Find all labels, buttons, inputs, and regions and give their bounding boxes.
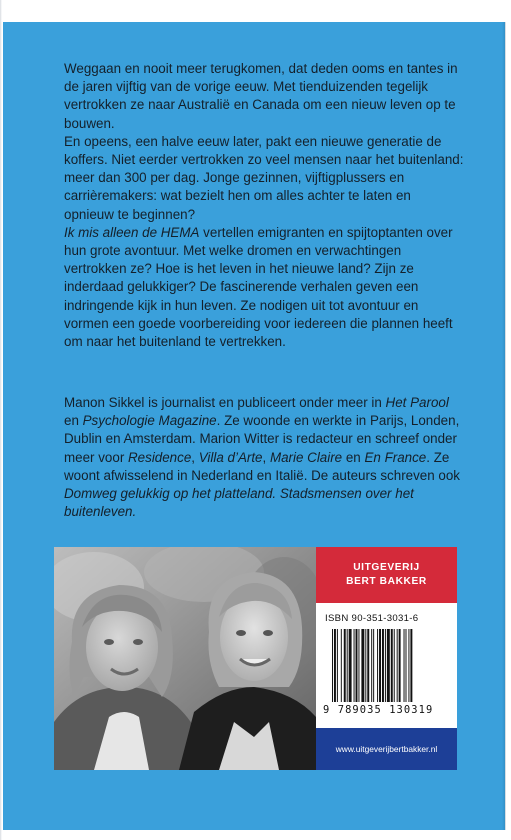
blurb-paragraph-1: Weggaan en nooit meer terugkomen, dat deden ooms en tantes in de jaren vijftig van de vorige eeuw. Met tienduizenden tegelijk vertrokken ze naar Australië en Canada om een nieuw leven op te bouwen. — [64, 61, 458, 131]
publication-villa-darte: Villa d’Arte — [198, 449, 263, 465]
ean-number: 9 789035 130319 — [323, 704, 434, 716]
isbn-number: ISBN 90-351-3031-6 — [325, 613, 419, 624]
barcode-panel — [316, 603, 457, 728]
bio-comma-1: , — [191, 449, 199, 465]
bio-comma-2: , — [262, 449, 270, 465]
publication-psychologie-magazine: Psychologie Magazine — [82, 413, 217, 429]
barcode-icon — [332, 629, 450, 702]
author-photo — [54, 547, 316, 770]
bio-text-and-2: en — [342, 449, 365, 465]
publisher-line-2: BERT BAKKER — [346, 576, 427, 587]
publication-het-parool: Het Parool — [385, 395, 449, 410]
publication-marie-claire: Marie Claire — [269, 449, 343, 465]
blurb-paragraph-3-text: vertellen emigranten en spijtoptanten over hun grote avontuur. Met welke dromen en verwachtingen vertrokken ze? Hoe is het leven in het nieuwe land? Zijn ze inderdaad gelukkiger? De fascinerende verhalen geven een indringende kijk in hun leven. Ze nodigen uit tot avontuur en vormen een goede voorbereiding voor iedereen die plannen heeft om naar het buitenland te vertrekken. — [64, 224, 453, 350]
bio-text-3: . Ze woont afwisselend in Nederland en Italië. De auteurs schreven ook — [64, 449, 460, 483]
publication-en-france: En France — [364, 449, 427, 465]
blurb-text — [64, 60, 464, 351]
bio-text-1: Manon Sikkel is journalist en publiceert onder meer in — [64, 395, 386, 410]
blurb-paragraph-3 — [64, 224, 464, 351]
spine-edge — [0, 0, 2, 840]
other-book-title: Domweg gelukkig op het platteland. Stadsmensen over het buitenleven. — [64, 486, 414, 520]
book-title: Ik mis alleen de HEMA — [64, 224, 200, 240]
bio-text-2: . Ze woonde en werkte in Parijs, Londen, Dublin en Amsterdam. Marion Witter is redacteur en schreef onder meer voor — [64, 413, 460, 465]
author-bio-paragraph — [64, 394, 464, 521]
publisher-website[interactable]: www.uitgeverijbertbakker.nl — [316, 728, 457, 770]
publisher-line-1: UITGEVERIJ — [353, 562, 420, 573]
blurb-paragraph-2: En opeens, een halve eeuw later, pakt een nieuwe generatie de koffers. Niet eerder vertrokken zo veel mensen naar het buitenland: meer dan 300 per dag. Jonge gezinnen, vijftigplussers en carrièremakers: wat bezielt hen om alles achter te laten en opnieuw te beginnen? — [64, 133, 464, 222]
bio-text-and-1: en — [64, 413, 83, 429]
author-bio — [64, 394, 464, 521]
publication-residence: Residence — [128, 449, 192, 465]
publisher-logo — [316, 547, 457, 603]
